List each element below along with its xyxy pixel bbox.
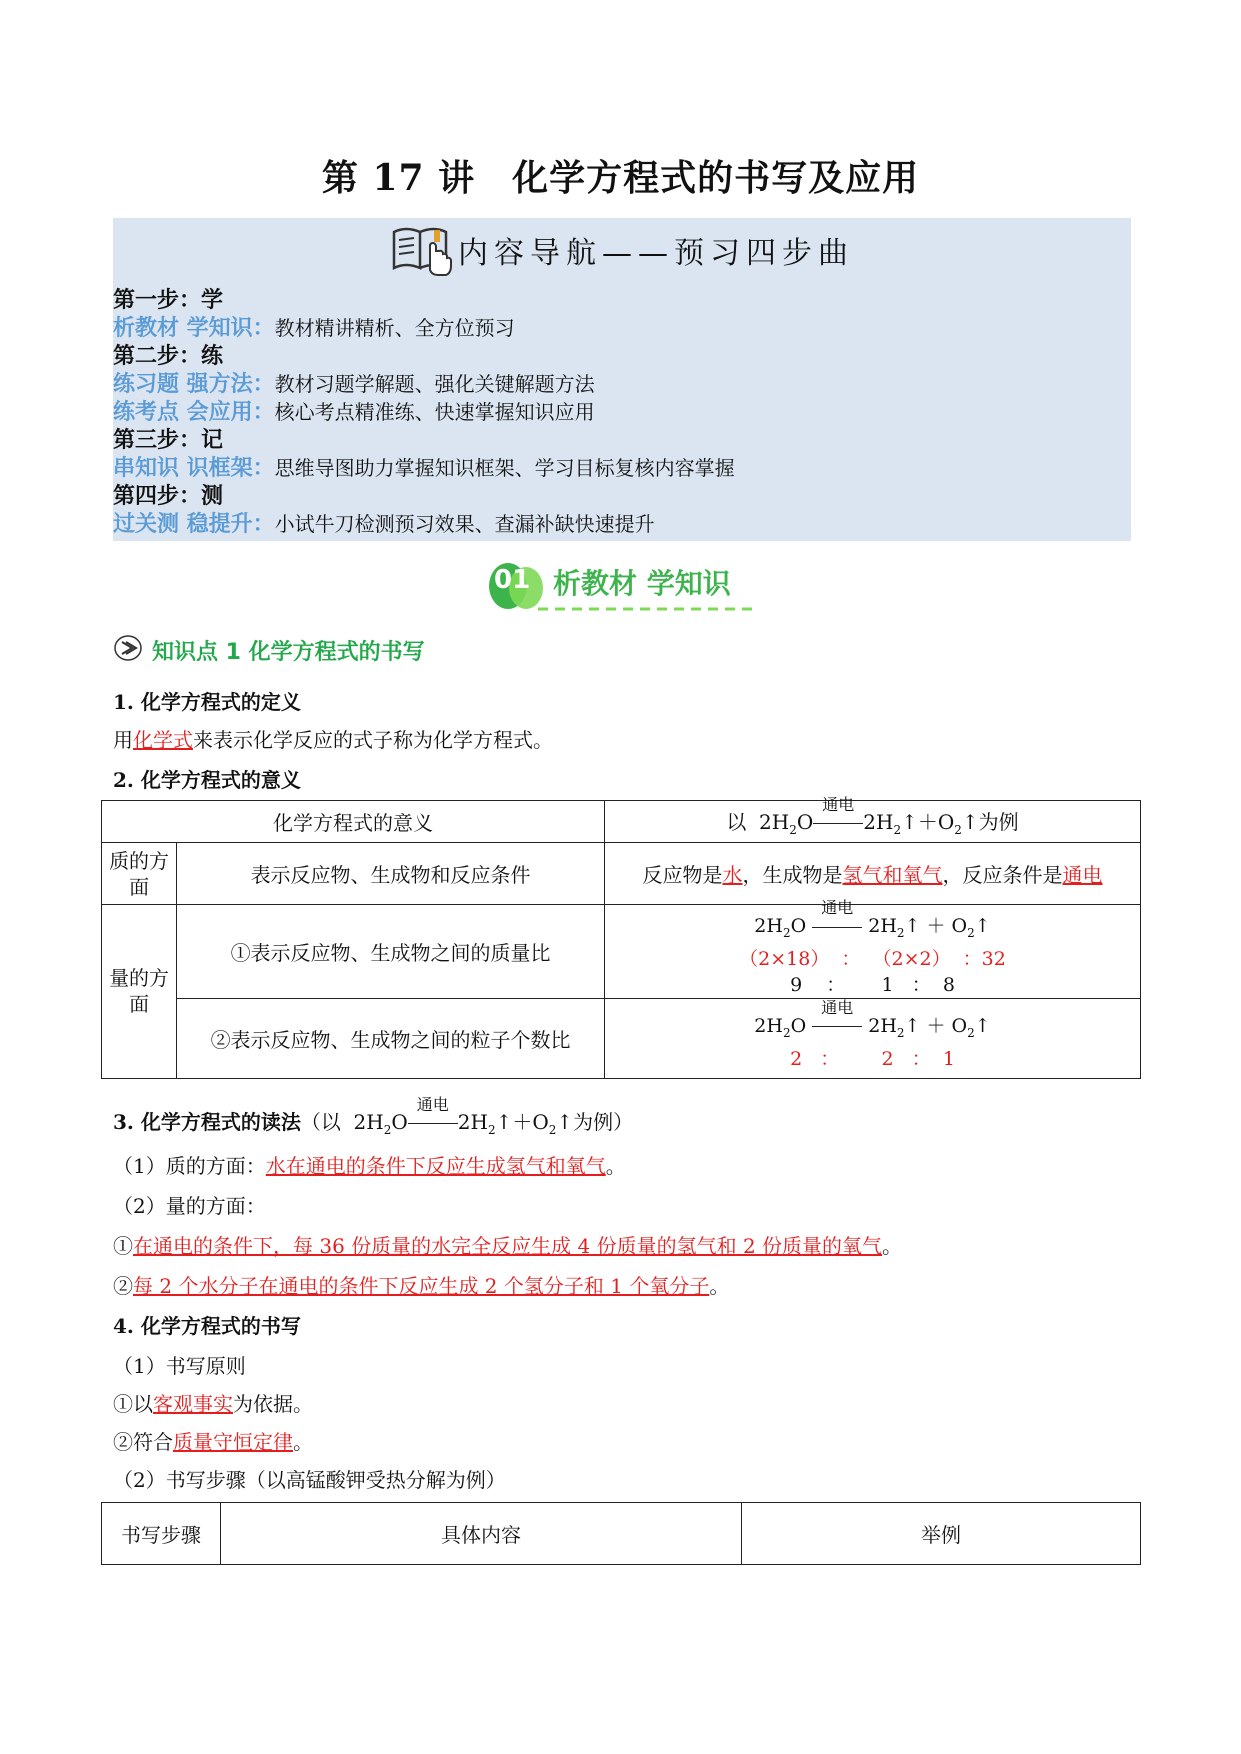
table-row: [102, 1503, 1141, 1565]
table-header: 化学方程式的意义: [102, 801, 605, 843]
writing-steps-heading: （2）书写步骤（以高锰酸钾受热分解为例）: [113, 1468, 506, 1492]
nav-heading: 内容导航——预习四步曲: [113, 222, 1131, 278]
nav-item-3: 练考点 会应用：核心考点精准练、快速掌握知识应用: [113, 399, 595, 425]
reading-quantity-1: ①在通电的条件下，每 36 份质量的水完全反应生成 4 份质量的氢气和 2 份质量的氧气。: [113, 1234, 903, 1258]
section-label: 析教材 学知识: [553, 567, 731, 600]
nav-item-5: 过关测 稳提升：小试牛刀检测预习效果、查漏补缺快速提升: [113, 511, 655, 537]
reading-quality: （1）质的方面：水在通电的条件下反应生成氢气和氧气。: [113, 1154, 626, 1178]
table-header: 具体内容: [221, 1503, 742, 1565]
table-header: 以 $2H_2O$ 通电 $2H_2↑+O_2↑$为例: [605, 801, 1141, 843]
table-cell: 表示反应物、生成物和反应条件: [177, 843, 605, 905]
table-header: 举例: [742, 1503, 1141, 1565]
section-number: 01: [494, 565, 531, 595]
nav-item-4: 串知识 识框架：思维导图助力掌握知识框架、学习目标复核内容掌握: [113, 455, 735, 481]
nav-step-3: 第三步：记: [113, 427, 224, 453]
reading-heading: 3. 化学方程式的读法（以 $2H_2O$ 通电 $2H_2↑+O_2↑$为例）: [113, 1095, 634, 1137]
nav-step-4: 第四步：测: [113, 483, 224, 509]
writing-principle-2: ②符合质量守恒定律。: [113, 1430, 313, 1454]
arrow-circle-icon: [113, 633, 145, 663]
nav-item-1: 析教材 学知识：教材精讲精析、全方位预习: [113, 315, 515, 341]
definition-heading: 1. 化学方程式的定义: [113, 690, 301, 714]
knowledge-point-title: 知识点 1 化学方程式的书写: [152, 640, 425, 665]
nav-step-2: 第二步：练: [113, 343, 224, 369]
table-cell: 量的方面: [102, 905, 177, 1079]
writing-principle-heading: （1）书写原则: [113, 1354, 246, 1378]
table-cell: $2H_2O$ 通电 $2H_2↑$ ＋ $O_2↑$ （2×18） ： （2×2） ：32 9 ： 1 ： 8: [605, 905, 1141, 999]
table-row: [102, 843, 1141, 905]
writing-steps-table: [101, 1502, 1141, 1565]
writing-principle-1: ①以客观事实为依据。: [113, 1392, 313, 1416]
meaning-table: [101, 795, 1141, 1079]
reading-quantity-2: ②每 2 个水分子在通电的条件下反应生成 2 个氢分子和 1 个氧分子。: [113, 1274, 730, 1298]
nav-step-1: 第一步：学: [113, 287, 224, 313]
reading-quantity-heading: （2）量的方面：: [113, 1194, 266, 1218]
table-row: [102, 905, 1141, 999]
table-cell: $2H_2O$ 通电 $2H_2↑$ ＋ $O_2↑$ 2 ： 2 ： 1: [605, 998, 1141, 1078]
page-title: 第 17 讲 化学方程式的书写及应用: [321, 157, 920, 199]
meaning-heading: 2. 化学方程式的意义: [113, 768, 301, 792]
table-header: 书写步骤: [102, 1503, 221, 1565]
definition-text: 用化学式来表示化学反应的式子称为化学方程式。: [113, 728, 553, 752]
table-row: [102, 998, 1141, 1078]
table-cell: 反应物是水，生成物是氢气和氧气，反应条件是通电: [605, 843, 1141, 905]
writing-heading: 4. 化学方程式的书写: [113, 1314, 301, 1338]
nav-item-2: 练习题 强方法：教材习题学解题、强化关键解题方法: [113, 371, 595, 397]
table-cell: ①表示反应物、生成物之间的质量比: [177, 905, 605, 999]
table-cell: 质的方面: [102, 843, 177, 905]
table-cell: ②表示反应物、生成物之间的粒子个数比: [177, 998, 605, 1078]
book-pointer-icon: [390, 224, 454, 276]
table-row: [102, 801, 1141, 843]
